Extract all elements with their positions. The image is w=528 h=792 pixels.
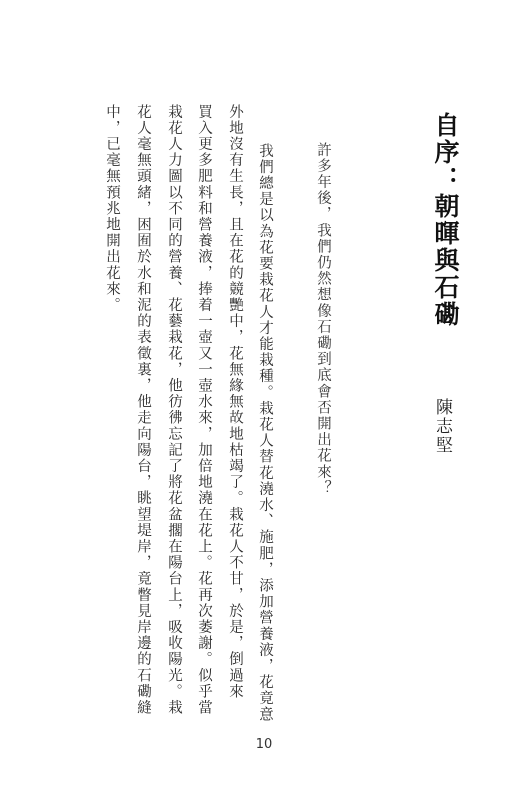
body-text-column: 我們總是以為花要栽花人才能栽種。栽花人替花澆水、施肥，添加營養液，花竟意 [257,143,273,723]
page-number: 10 [255,737,273,752]
author-name: 陳志堅 [432,398,452,455]
body-text-column: 中，已毫無預兆地開出花來。 [104,104,120,314]
body-text-column: 買入更多肥料和營養液，捧着一壺又一壺水來，加倍地澆在花上。花再次萎謝。似乎當 [196,104,212,716]
body-text-column: 花人毫無頭緒，困囿於水和泥的表徵裏，他走向陽台，眺望堤岸，竟瞥見岸邊的石磡縫 [135,104,151,716]
epigraph: 許多年後，我們仍然想像石磡到底會否開出花來？ [315,142,331,497]
body-text-column: 栽花人力圖以不同的營養、花藝栽花，他彷彿忘記了將花盆擱在陽台上，吸收陽光。栽 [166,104,182,716]
chapter-title: 自序：朝暉與石磡 [431,112,460,328]
body-text-column: 外地沒有生長，且在花的競艷中，花無緣無故地枯竭了。栽花人不甘，於是，倒過來 [227,104,243,700]
